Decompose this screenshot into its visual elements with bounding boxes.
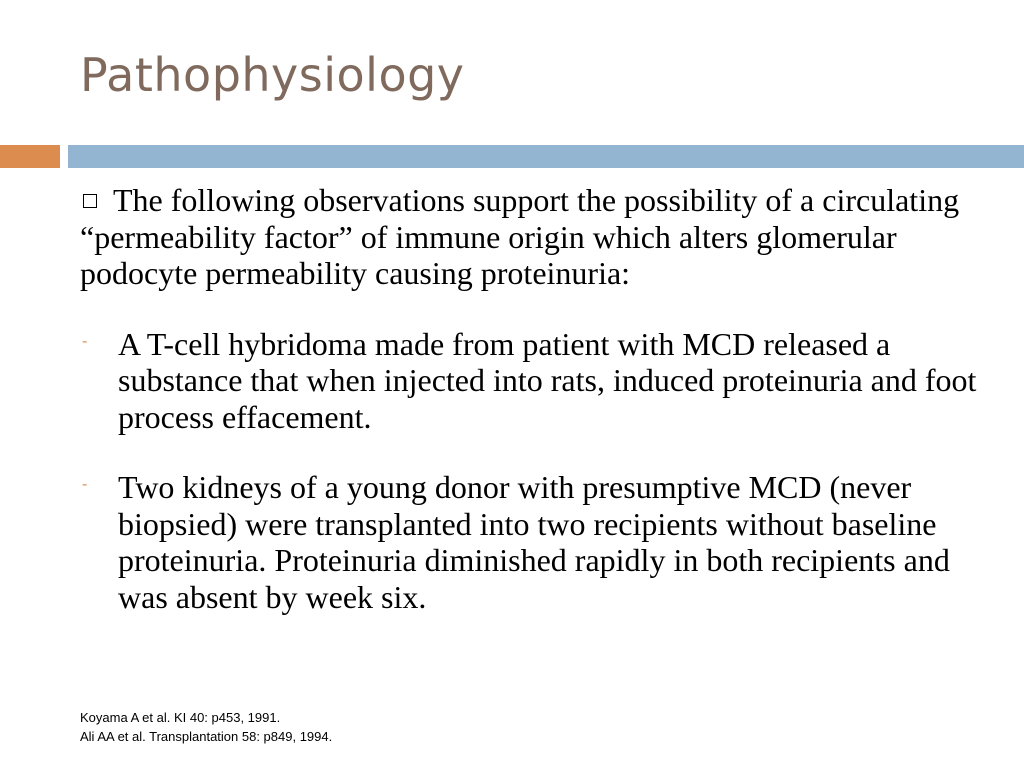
dash-bullet-icon: - — [82, 332, 88, 350]
accent-bar — [0, 145, 60, 168]
sub-point — [80, 469, 980, 615]
sub-point-text: Two kidneys of a young donor with presumptive MCD (never biopsied) were transplanted into two recipients without baseline proteinuria. Proteinuria diminished rapidly in both recipients and was absent by week six. — [118, 469, 950, 615]
intro-paragraph — [80, 182, 980, 292]
sub-point — [80, 326, 980, 436]
dash-bullet-icon: - — [82, 476, 88, 493]
intro-text: The following observations support the possibility of a circulating “permeability factor” of immune origin which alters glomerular podocyte permeability causing proteinuria: — [80, 182, 960, 291]
references — [80, 708, 332, 746]
sub-point-text: A T-cell hybridoma made from patient with MCD released a substance that when injected into rats, induced proteinuria and foot process effacement. — [118, 325, 977, 435]
reference-item: Koyama A et al. KI 40: p453, 1991. — [80, 710, 281, 725]
title-underline-bar — [68, 145, 1024, 168]
reference-item: Ali AA et al. Transplantation 58: p849, 1994. — [80, 729, 333, 744]
slide-body — [80, 182, 980, 615]
square-bullet-icon — [83, 194, 97, 208]
slide-title: Pathophysiology — [80, 48, 465, 102]
